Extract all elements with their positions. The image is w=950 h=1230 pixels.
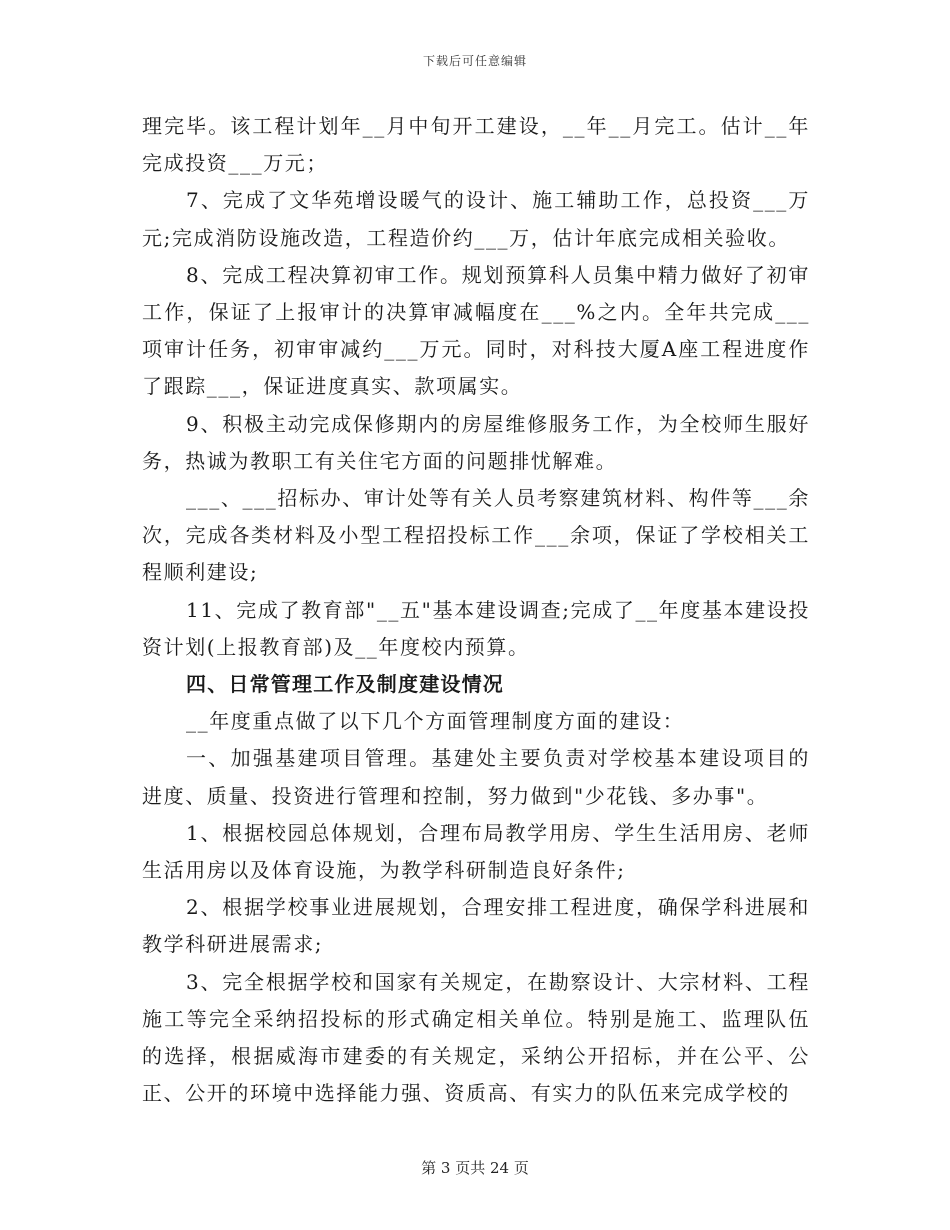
- paragraph: __年度重点做了以下几个方面管理制度方面的建设：: [186, 709, 685, 734]
- paragraph: 8、完成工程决算初审工作。规划预算科人员集中精力做好了初审工作，保证了上报审计的决算审减幅度在___%之内。全年共完成___项审计任务，初审审减约___万元。同时，对科技大厦A座工程进度作了跟踪___，保证进度真实、款项属实。: [142, 262, 810, 399]
- paragraph: ___、___招标办、审计处等有关人员考察建筑材料、构件等___余次，完成各类材料及小型工程招投标工作___余项，保证了学校相关工程顺利建设;: [142, 486, 810, 585]
- section-heading: 四、日常管理工作及制度建设情况: [186, 672, 504, 697]
- paragraph: 3、完全根据学校和国家有关规定，在勘察设计、大宗材料、工程施工等完全采纳招投标的形式确定相关单位。特别是施工、监理队伍的选择，根据威海市建委的有关规定，采纳公开招标，并在公平、公正、公开的环境中选择能力强、资质高、有实力的队伍来完成学校的: [142, 969, 810, 1106]
- document-body: [142, 108, 810, 1112]
- paragraph: 11、完成了教育部"__五"基本建设调查;完成了__年度基本建设投资计划(上报教育部)及__年度校内预算。: [142, 597, 810, 659]
- page-footer: 第 3 页共 24 页: [421, 1159, 529, 1177]
- paragraph: 9、积极主动完成保修期内的房屋维修服务工作，为全校师生服好务，热诚为教职工有关住宅方面的问题排忧解难。: [142, 411, 810, 473]
- paragraph: 2、根据学校事业进展规划，合理安排工程进度，确保学科进展和教学科研进展需求;: [142, 895, 810, 957]
- paragraph: 1、根据校园总体规划，合理布局教学用房、学生生活用房、老师生活用房以及体育设施，为教学科研制造良好条件;: [142, 820, 810, 883]
- paragraph: 一、加强基建项目管理。基建处主要负责对学校基本建设项目的进度、质量、投资进行管理和控制，努力做到"少花钱、多办事"。: [142, 746, 810, 808]
- paragraph: 理完毕。该工程计划年__月中旬开工建设，__年__月完工。估计__年完成投资___万元；: [142, 114, 810, 176]
- page-header: 下载后可任意编辑: [422, 54, 527, 68]
- paragraph: 7、完成了文华苑增设暖气的设计、施工辅助工作，总投资___万元;完成消防设施改造，工程造价约___万，估计年底完成相关验收。: [142, 188, 810, 250]
